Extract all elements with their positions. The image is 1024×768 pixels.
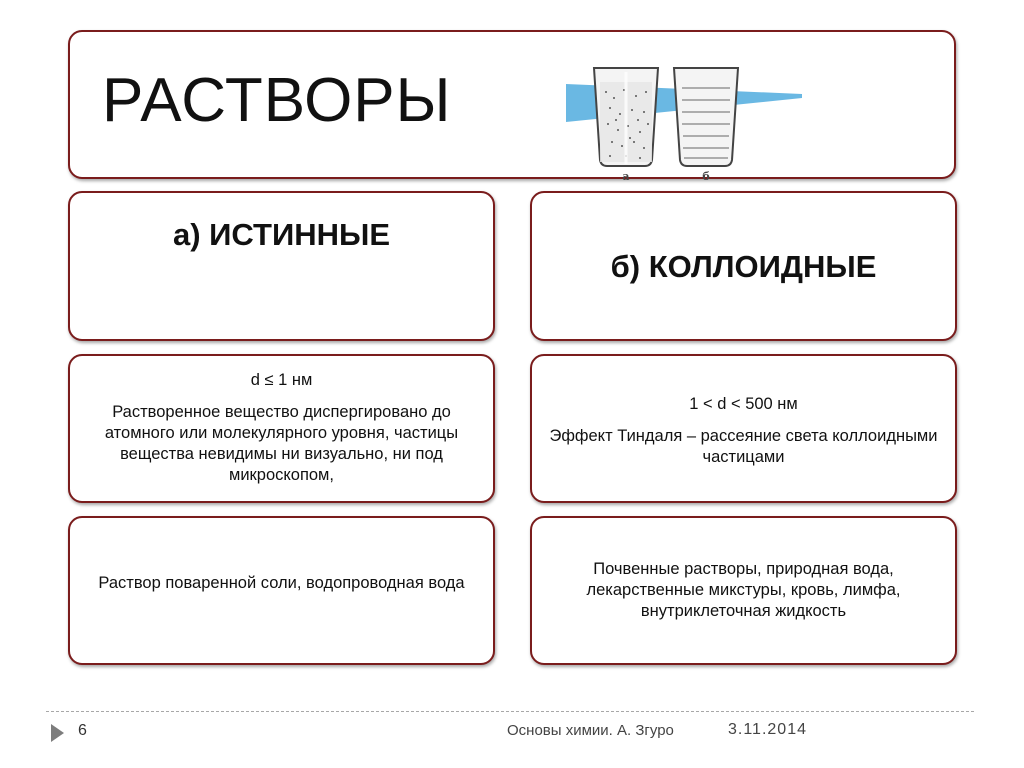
colloidal-solutions-examples-card (530, 516, 957, 665)
colloidal-solutions-description: Эффект Тиндаля – рассеяние света коллоидными частицами (549, 427, 938, 466)
title-card (68, 30, 956, 182)
true-solutions-description: Растворенное вещество диспергировано до атомного или молекулярного уровня, частицы вещества невидимы ни визуально, ни под микроскопом, (104, 403, 459, 484)
beaker-b-label: б (702, 170, 710, 182)
footer-divider (46, 711, 974, 712)
true-solutions-particle-size: d ≤ 1 нм (250, 371, 313, 389)
true-solutions-properties-card (68, 354, 495, 503)
tyndall-beakers-illustration (566, 52, 806, 182)
beaker-a-icon (594, 68, 658, 166)
footer-author: Основы химии. А. Згуро (507, 722, 674, 739)
true-solutions-heading: а) ИСТИННЫЕ (172, 217, 391, 252)
slide-title: РАСТВОРЫ (102, 66, 452, 135)
colloidal-solutions-heading-card (530, 191, 957, 341)
colloidal-solutions-examples: Почвенные растворы, природная вода, лекарственные микстуры, кровь, лимфа, внутриклеточная жидкость (586, 560, 901, 620)
page-number: 6 (78, 722, 87, 739)
footer-date: 3.11.2014 (728, 721, 807, 738)
true-solutions-examples: Раствор поваренной соли, водопроводная вода (98, 574, 465, 592)
colloidal-solutions-properties-card (530, 354, 957, 503)
true-solutions-heading-card (68, 191, 495, 341)
beaker-b-icon (674, 68, 738, 166)
beaker-a-label: а (622, 170, 630, 182)
colloidal-solutions-particle-size: 1 < d < 500 нм (689, 395, 798, 413)
true-solutions-examples-card (68, 516, 495, 665)
colloidal-solutions-heading: б) КОЛЛОИДНЫЕ (610, 249, 877, 284)
play-arrow-icon (51, 724, 64, 742)
